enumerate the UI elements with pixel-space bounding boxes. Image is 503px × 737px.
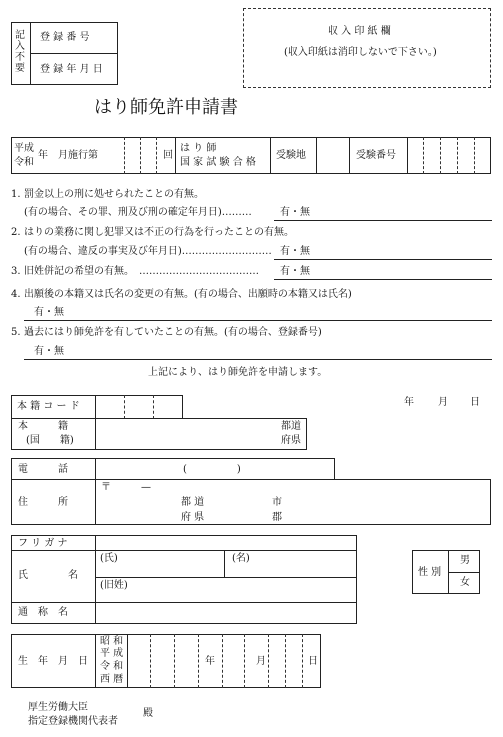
exam-round-cell-divider bbox=[124, 137, 125, 174]
exam-round-label: 回 bbox=[163, 150, 173, 161]
address-shi: 市 bbox=[272, 497, 282, 508]
exam-number-cell-divider bbox=[474, 137, 475, 174]
address-divider bbox=[95, 479, 96, 525]
date-day[interactable]: 日 bbox=[470, 397, 480, 408]
exam-row-divider bbox=[270, 137, 271, 174]
exam-number-label: 受験番号 bbox=[356, 150, 396, 161]
address-box bbox=[11, 479, 491, 525]
phone-label: 電 話 bbox=[18, 464, 68, 475]
birth-cell-divider bbox=[222, 634, 223, 688]
nationality-label: (国 籍) bbox=[26, 435, 74, 446]
addressee-line2: 指定登録機関代表者 bbox=[28, 716, 118, 727]
exam-row-divider bbox=[349, 137, 350, 174]
exam-held-label: 年 月施行第 bbox=[38, 150, 98, 161]
address-todo: 都 道 bbox=[181, 497, 205, 508]
honseki-code-cell-divider bbox=[124, 395, 125, 419]
pass-line1: は り 師 bbox=[180, 143, 217, 154]
exam-round-cell-divider bbox=[156, 137, 157, 174]
venue-label: 受験地 bbox=[276, 150, 306, 161]
exam-number-cell-divider bbox=[457, 137, 458, 174]
q2-text: はりの業務に関し犯罪又は不正の行為を行ったことの有無。 bbox=[24, 227, 294, 238]
exam-number-cell-divider bbox=[423, 137, 424, 174]
q5-num: 5. bbox=[11, 327, 21, 338]
sex-female-option[interactable]: 女 bbox=[460, 577, 470, 588]
honseki-divider bbox=[95, 418, 96, 450]
q2-sub: (有の場合、違反の事実及び年月日)……………………… bbox=[24, 246, 272, 257]
date-month[interactable]: 月 bbox=[438, 397, 448, 408]
q1-answer-line bbox=[274, 220, 492, 221]
name-row-divider bbox=[11, 550, 357, 551]
address-fuken: 府 県 bbox=[181, 512, 205, 523]
sex-row-divider bbox=[448, 572, 480, 573]
birth-day-label: 日 bbox=[308, 656, 318, 667]
date-year[interactable]: 年 bbox=[404, 397, 414, 408]
birth-cell-divider bbox=[198, 634, 199, 688]
name-divider bbox=[224, 550, 225, 577]
q5-answer-line bbox=[24, 359, 492, 360]
sex-male-option[interactable]: 男 bbox=[460, 555, 470, 566]
exam-row-divider bbox=[175, 137, 176, 174]
birth-date-label: 生 年 月 日 bbox=[18, 656, 88, 667]
q5-text: 過去にはり師免許を有していたことの有無。(有の場合、登録番号) bbox=[24, 327, 322, 338]
birth-cell-divider bbox=[285, 634, 286, 688]
surname-label: (氏) bbox=[100, 553, 118, 564]
birth-cell-divider bbox=[268, 634, 269, 688]
phone-field[interactable]: ( ) bbox=[183, 464, 241, 475]
reg-number-label: 登 録 番 号 bbox=[40, 32, 90, 43]
sex-label: 性 別 bbox=[418, 567, 442, 578]
q3-text: 旧姓併記の希望の有無。 ……………………………… bbox=[24, 266, 259, 277]
postal-code-field[interactable]: 〒 — bbox=[101, 482, 151, 493]
honseki-label: 本 籍 bbox=[18, 421, 68, 432]
q4-num: 4. bbox=[11, 289, 21, 300]
name-row-divider bbox=[95, 577, 357, 578]
q4-answer[interactable]: 有・無 bbox=[34, 307, 64, 318]
birth-date-divider bbox=[127, 634, 128, 688]
exam-row-divider bbox=[407, 137, 408, 174]
reg-date-label: 登 録 年 月 日 bbox=[40, 64, 103, 75]
maiden-name-label: (旧姓) bbox=[100, 580, 128, 591]
name-divider bbox=[95, 535, 96, 603]
birth-month-label: 月 bbox=[256, 656, 266, 667]
name-label: 氏 名 bbox=[18, 570, 78, 581]
alias-label: 通 称 名 bbox=[18, 607, 68, 618]
address-label: 住 所 bbox=[18, 497, 68, 508]
birth-cell-divider bbox=[244, 634, 245, 688]
q1-answer[interactable]: 有・無 bbox=[280, 207, 310, 218]
declaration: 上記により、はり師免許を申請します。 bbox=[148, 367, 328, 378]
birth-cell-divider bbox=[302, 634, 303, 688]
honseki-pref-line2: 府県 bbox=[281, 435, 301, 446]
furigana-label: フ リ ガ ナ bbox=[18, 538, 68, 549]
q3-answer-line bbox=[274, 279, 492, 280]
birth-era-reiwa[interactable]: 令 和 bbox=[100, 661, 124, 672]
stamp-box-note: (収入印紙は消印しないで下さい。) bbox=[284, 47, 437, 58]
birth-era-showa[interactable]: 昭 和 bbox=[100, 636, 124, 647]
q2-answer[interactable]: 有・無 bbox=[280, 246, 310, 257]
address-gun: 郡 bbox=[272, 512, 282, 523]
pass-line2: 国 家 試 験 合 格 bbox=[180, 157, 256, 168]
birth-era-heisei[interactable]: 平 成 bbox=[100, 648, 124, 659]
q3-answer[interactable]: 有・無 bbox=[280, 266, 310, 277]
office-use-row-divider bbox=[30, 53, 118, 54]
q1-text: 罰金以上の刑に処せられたことの有無。 bbox=[24, 189, 204, 200]
honseki-pref-line1: 都道 bbox=[281, 421, 301, 432]
given-name-label: (名) bbox=[232, 553, 250, 564]
phone-divider bbox=[95, 458, 96, 480]
q1-sub: (有の場合、その罪、刑及び刑の確定年月日)……… bbox=[24, 207, 252, 218]
q2-answer-line bbox=[274, 259, 492, 260]
era-heisei: 平成 bbox=[14, 143, 34, 154]
alias-divider bbox=[95, 602, 96, 624]
exam-row-divider bbox=[316, 137, 317, 174]
honseki-code-cell-divider bbox=[153, 395, 154, 419]
birth-date-divider bbox=[95, 634, 96, 688]
q1-num: 1. bbox=[11, 189, 21, 200]
stamp-box-title: 収 入 印 紙 欄 bbox=[328, 26, 391, 37]
honseki-code-divider bbox=[95, 395, 96, 419]
birth-cell-divider bbox=[174, 634, 175, 688]
q4-answer-line bbox=[24, 320, 492, 321]
exam-number-cell-divider bbox=[440, 137, 441, 174]
q5-answer[interactable]: 有・無 bbox=[34, 346, 64, 357]
birth-era-seireki[interactable]: 西 暦 bbox=[100, 674, 124, 685]
era-reiwa: 令和 bbox=[14, 157, 34, 168]
addressee-line1: 厚生労働大臣 bbox=[28, 702, 88, 713]
honseki-code-label: 本 籍 コ ー ド bbox=[17, 401, 80, 412]
q2-num: 2. bbox=[11, 227, 21, 238]
exam-round-cell-divider bbox=[140, 137, 141, 174]
q3-num: 3. bbox=[11, 266, 21, 277]
not-required-label: 記入不要 bbox=[15, 30, 25, 74]
form-title: はり師免許申請書 bbox=[94, 97, 238, 118]
addressee-honorific: 殿 bbox=[143, 708, 153, 719]
birth-year-label: 年 bbox=[205, 656, 215, 667]
birth-cell-divider bbox=[150, 634, 151, 688]
q4-text: 出願後の本籍又は氏名の変更の有無。(有の場合、出願時の本籍又は氏名) bbox=[24, 289, 352, 300]
